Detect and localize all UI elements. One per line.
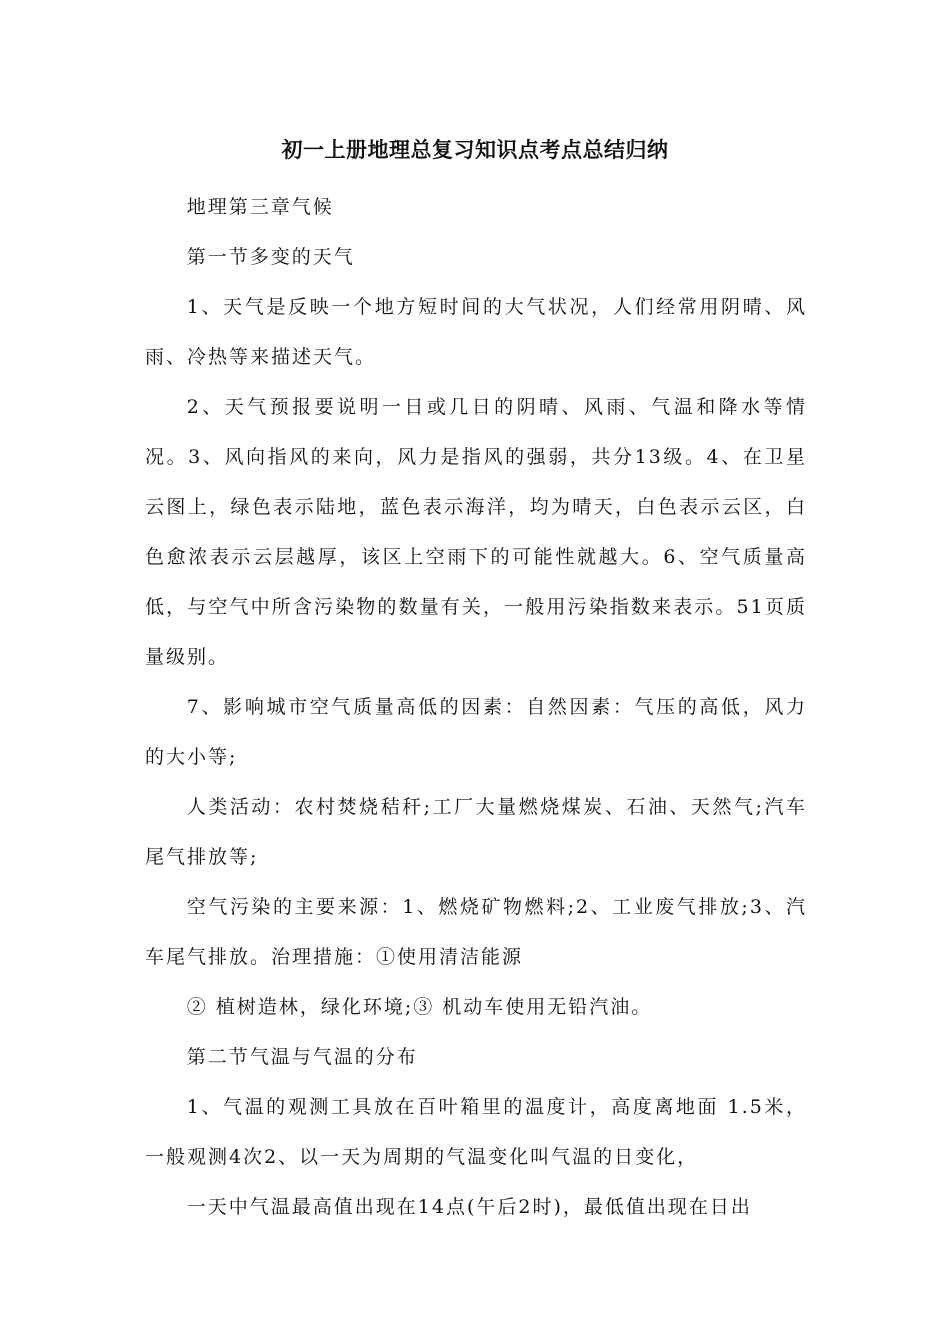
paragraph: 一天中气温最高值出现在14点(午后2时)，最低值出现在日出 (186, 1196, 752, 1218)
paragraph: 空气污染的主要来源：1、燃烧矿物燃料;2、工业废气排放;3、汽车尾气排放。治理措施：①使用清洁能源 (145, 896, 807, 968)
paragraph: ② 植树造林，绿化环境;③ 机动车使用无铅汽油。 (186, 996, 653, 1018)
paragraph: 1、天气是反映一个地方短时间的大气状况，人们经常用阴晴、风雨、冷热等来描述天气。 (145, 296, 807, 368)
section-heading: 第一节多变的天气 (186, 246, 355, 268)
paragraph: 人类活动：农村焚烧秸秆;工厂大量燃烧煤炭、石油、天然气;汽车尾气排放等; (145, 796, 807, 868)
document-body (145, 182, 807, 1232)
document-title: 初一上册地理总复习知识点考点总结归纳 (281, 138, 669, 162)
paragraph: 7、影响城市空气质量高低的因素：自然因素：气压的高低，风力的大小等; (145, 696, 807, 768)
section-heading: 第二节气温与气温的分布 (186, 1046, 418, 1068)
paragraph: 1、气温的观测工具放在百叶箱里的温度计，高度离地面 1.5米，一般观测4次2、以一天为周期的气温变化叫气温的日变化， (145, 1096, 807, 1168)
chapter-heading: 地理第三章气候 (186, 196, 334, 218)
paragraph: 2、天气预报要说明一日或几日的阴晴、风雨、气温和降水等情况。3、风向指风的来向，风力是指风的强弱，共分13级。4、在卫星云图上，绿色表示陆地，蓝色表示海洋，均为晴天，白色表示云区，白色愈浓表示云层越厚，该区上空雨下的可能性就越大。6、空气质量高低，与空气中所含污染物的数量有关，一般用污染指数来表示。51页质量级别。 (145, 396, 807, 668)
